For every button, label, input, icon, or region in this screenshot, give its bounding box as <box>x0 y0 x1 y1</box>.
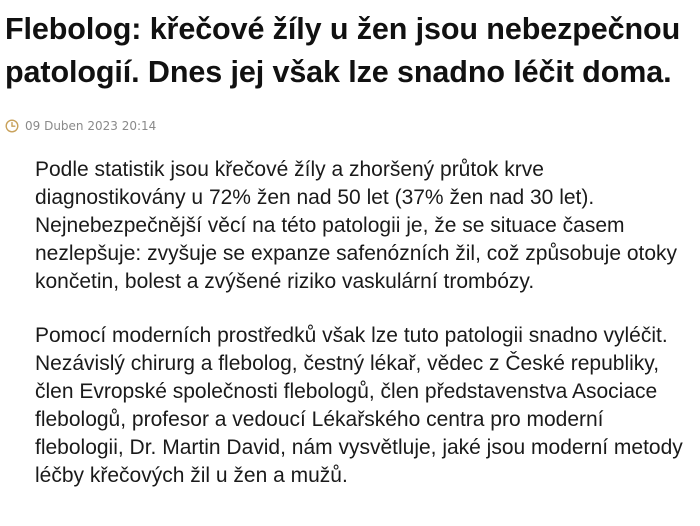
article-body <box>35 156 695 516</box>
clock-icon <box>5 119 19 133</box>
paragraph: Pomocí moderních prostředků však lze tuto patologii snadno vyléčit. Nezávislý chirurg a flebolog, čestný lékař, vědec z České republiky, člen Evropské společnosti flebologů, člen představenstva Asociace flebologů, profesor a vedoucí Lékařského centra pro moderní flebologii, Dr. Martin David, nám vysvětluje, jaké jsou moderní metody léčby křečových žil u žen a mužů. <box>35 324 683 487</box>
article-title: Flebolog: křečové žíly u žen jsou nebezpečnou patologií. Dnes jej však lze snadno léčit doma. <box>5 12 681 89</box>
paragraph: Podle statistik jsou křečové žíly a zhoršený průtok krve diagnostikovány u 72% žen nad 50 let (37% žen nad 30 let). Nejnebezpečnější věcí na této patologii je, že se situace časem nezlepšuje: zvyšuje se expanze safenózních žil, což způsobuje otoky končetin, bolest a zvýšené riziko vaskulární trombózy. <box>35 158 678 293</box>
article-date: 09 Duben 2023 20:14 <box>25 119 157 133</box>
article-meta <box>5 117 156 135</box>
